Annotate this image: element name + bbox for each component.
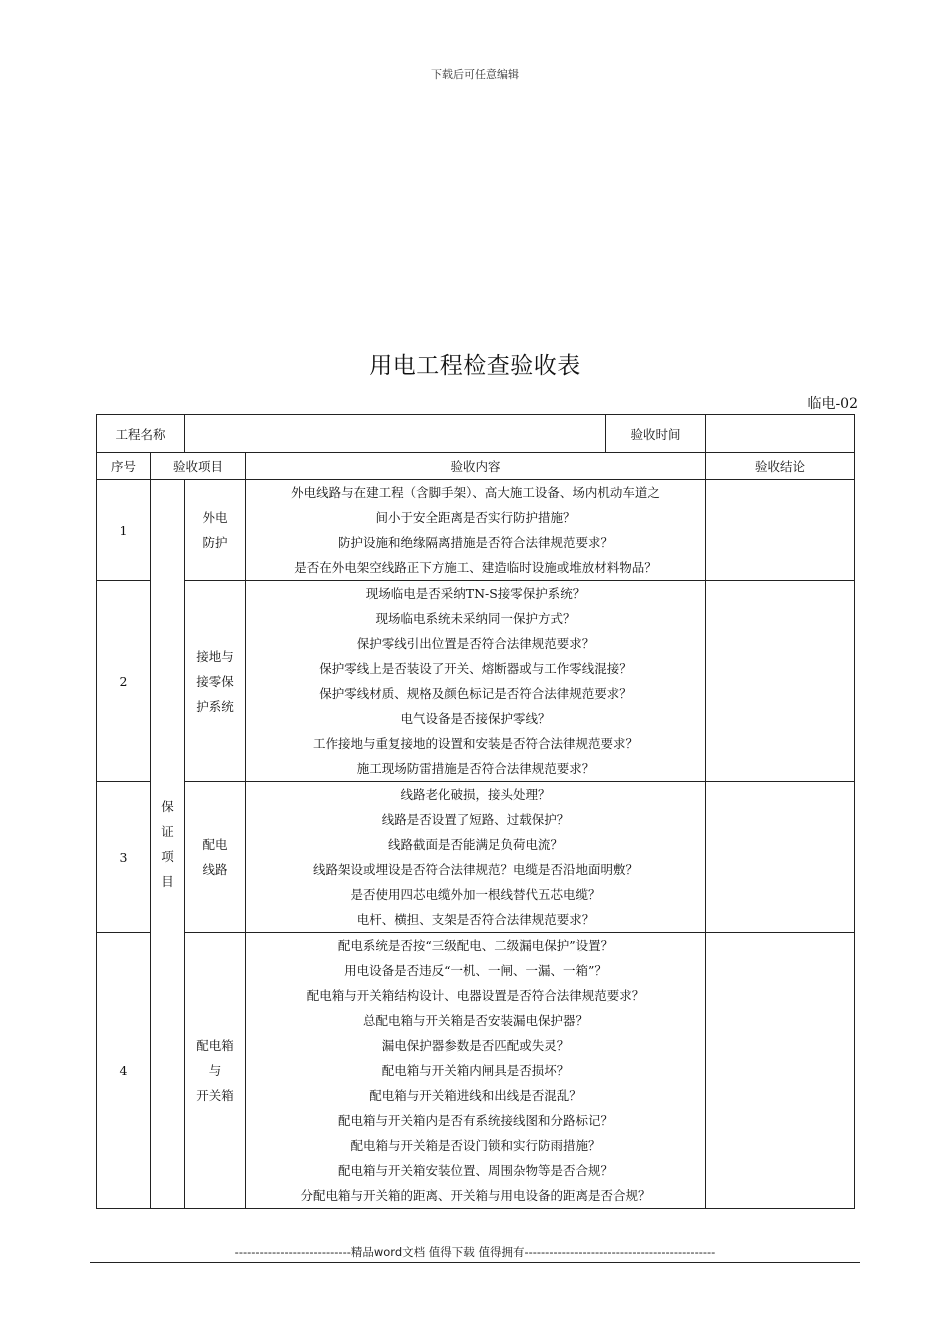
content-line: 用电设备是否违反“一机、一闸、一漏、一箱”？	[344, 963, 607, 978]
content-line: 防护设施和绝缘隔离措施是否符合法律规范要求？	[338, 535, 614, 550]
form-code: 临电-02	[807, 396, 858, 412]
content-line: 电杆、横担、支架是否符合法律规范要求？	[356, 912, 595, 927]
content-line: 外电线路与在建工程（含脚手架）、高大施工设备、场内机动车道之	[291, 485, 660, 500]
item-name-line: 线路	[202, 862, 228, 877]
category-char: 项	[161, 849, 174, 864]
content-line: 分配电箱与开关箱的距离、开关箱与用电设备的距离是否合规？	[300, 1188, 651, 1203]
content-line: 线路截面是否能满足负荷电流？	[388, 837, 564, 852]
content-line: 配电箱与开关箱是否设门锁和实行防雨措施？	[350, 1138, 601, 1153]
item-name	[185, 782, 246, 933]
content-line: 线路是否设置了短路、过载保护？	[381, 812, 570, 827]
conclusion-cell[interactable]	[706, 480, 855, 581]
category-char: 保	[161, 799, 174, 814]
content-line: 是否在外电架空线路正下方施工、建造临时设施或堆放材料物品？	[294, 560, 657, 575]
footer-text: ----------------------------精品word文档 值得下载 值得拥有----------------------------------------------	[234, 1245, 716, 1259]
content-line: 现场临电是否采纳TN-S接零保护系统？	[365, 586, 586, 601]
category-label	[151, 480, 185, 1209]
category-char: 目	[161, 874, 174, 889]
item-name	[185, 933, 246, 1209]
row-number: 2	[97, 581, 151, 782]
footer-divider	[90, 1262, 860, 1263]
project-info-row	[97, 415, 855, 453]
content-line: 配电箱与开关箱内闸具是否损坏？	[381, 1063, 570, 1078]
item-name-line: 防护	[202, 535, 228, 550]
table-row	[97, 581, 855, 782]
content-line: 配电箱与开关箱内是否有系统接线图和分路标记？	[338, 1113, 614, 1128]
content-line: 线路老化破损，接头处理？	[400, 787, 551, 802]
column-header-row	[97, 453, 855, 480]
row-number: 3	[97, 782, 151, 933]
content-line: 间小于安全距离是否实行防护措施？	[375, 510, 576, 525]
inspection-table	[96, 414, 855, 1209]
item-name	[185, 480, 246, 581]
content-line: 工作接地与重复接地的设置和安装是否符合法律规范要求？	[313, 736, 639, 751]
row-number: 1	[97, 480, 151, 581]
item-name-line: 接地与	[196, 648, 234, 664]
item-name-line: 配电箱	[196, 1038, 234, 1053]
conclusion-cell[interactable]	[706, 782, 855, 933]
column-header-no: 序号	[97, 453, 151, 480]
table-row	[97, 782, 855, 933]
row-number: 4	[97, 933, 151, 1209]
column-header-item: 验收项目	[151, 453, 246, 480]
item-name-line: 护系统	[196, 698, 234, 714]
project-name-field[interactable]	[185, 415, 606, 453]
table-row	[97, 480, 855, 581]
inspection-content	[246, 480, 706, 581]
content-line: 总配电箱与开关箱是否安装漏电保护器？	[363, 1013, 589, 1028]
content-line: 配电系统是否按“三级配电、二级漏电保护”设置？	[337, 938, 614, 953]
content-line: 现场临电系统未采纳同一保护方式？	[375, 611, 576, 626]
content-line: 漏电保护器参数是否匹配或失灵？	[381, 1038, 570, 1053]
content-line: 保护零线上是否装设了开关、熔断器或与工作零线混接？	[319, 661, 632, 676]
conclusion-cell[interactable]	[706, 581, 855, 782]
content-line: 施工现场防雷措施是否符合法律规范要求？	[356, 761, 595, 776]
content-line: 配电箱与开关箱安装位置、周围杂物等是否合规？	[338, 1163, 614, 1178]
table-row	[97, 933, 855, 1209]
header-note: 下载后可任意编辑	[431, 68, 519, 81]
inspection-content	[246, 581, 706, 782]
item-name	[185, 581, 246, 782]
content-line: 是否使用四芯电缆外加一根线替代五芯电缆？	[350, 887, 601, 902]
category-char: 证	[161, 824, 174, 839]
content-line: 保护零线材质、规格及颜色标记是否符合法律规范要求？	[319, 686, 632, 701]
item-name-line: 接零保	[196, 673, 234, 689]
inspection-content	[246, 933, 706, 1209]
conclusion-cell[interactable]	[706, 933, 855, 1209]
acceptance-time-label: 验收时间	[606, 415, 706, 453]
item-name-line: 外电	[202, 510, 228, 525]
content-line: 配电箱与开关箱进线和出线是否混乱？	[369, 1088, 582, 1103]
content-line: 电气设备是否接保护零线？	[400, 711, 551, 726]
item-name-line: 与	[208, 1063, 222, 1078]
page-title: 用电工程检查验收表	[369, 353, 581, 379]
column-header-conclusion: 验收结论	[706, 453, 855, 480]
column-header-content: 验收内容	[246, 453, 706, 480]
item-name-line: 开关箱	[196, 1088, 234, 1103]
project-name-label: 工程名称	[97, 415, 185, 453]
inspection-content	[246, 782, 706, 933]
item-name-line: 配电	[202, 837, 228, 852]
content-line: 线路架设或埋设是否符合法律规范？电缆是否沿地面明敷？	[313, 862, 639, 877]
acceptance-time-field[interactable]	[706, 415, 855, 453]
content-line: 保护零线引出位置是否符合法律规范要求？	[356, 636, 595, 651]
content-line: 配电箱与开关箱结构设计、电器设置是否符合法律规范要求？	[306, 988, 645, 1003]
